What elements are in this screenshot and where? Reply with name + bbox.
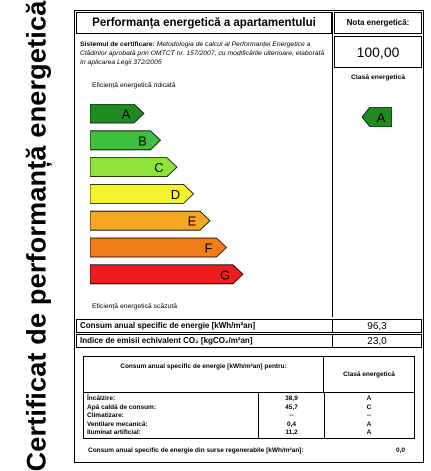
energy-class-bar-c: [90, 158, 177, 177]
row-class: A: [366, 429, 372, 437]
row-class: C: [366, 403, 372, 411]
row-name: Ventilare mecanică:: [87, 420, 148, 428]
side-title-panel: [2, 0, 72, 471]
page-title: Performanța energetică a apartamentului: [76, 12, 332, 34]
energy-score: 100,00: [334, 36, 422, 68]
consumption-label: Consum anual specific de energie [kWh/m²an]: [80, 321, 256, 330]
row-value: 38,9: [285, 395, 298, 402]
row-name: Apă caldă de consum:: [87, 403, 156, 411]
certification-text: Metodologia de calcul al Performanței Energetice a Clădirilor aprobată prin OMTCT nr. 157/2007, cu modificările ulterioare, elaborată în aplicarea Legii 372/2005: [80, 41, 325, 66]
consumption-row: [76, 319, 422, 333]
row-name: Încălzire:: [87, 395, 116, 402]
table-row: [84, 404, 414, 413]
row-class: A: [366, 420, 372, 428]
row-value: --: [289, 412, 294, 420]
energy-class-letter-g: G: [219, 267, 231, 283]
breakdown-table: [83, 356, 415, 439]
breakdown-head-right: Clasă energetică: [324, 357, 414, 393]
table-row: [84, 421, 414, 430]
breakdown-head-left: Consum anual specific de energie [kWh/m²an] pentru:: [84, 357, 324, 393]
row-class: --: [366, 412, 372, 420]
certification-system: [80, 40, 330, 67]
side-title: Certificat de performanță energetică: [21, 0, 52, 471]
efficiency-low-label: Eficiență energetică scăzută: [92, 303, 178, 310]
energy-class-letter-b: B: [138, 133, 147, 149]
emissions-value: 23,0: [332, 335, 421, 348]
table-row: [84, 412, 414, 421]
row-name: Iluminat artificial:: [87, 429, 141, 437]
consumption-value: 96,3: [332, 320, 421, 333]
energy-class-letter-e: E: [187, 213, 197, 229]
renewable-row: [88, 447, 418, 454]
energy-class-bar-b: [90, 131, 161, 150]
emissions-label: Indice de emisii echivalent CO₂ [kgCO₂/m²an]: [80, 336, 253, 345]
row-class: A: [366, 395, 372, 402]
certification-prefix: Sistemul de certificare:: [80, 41, 155, 48]
efficiency-high-label: Eficiență energetică ridicată: [92, 82, 176, 89]
class-label: Clasă energetică: [350, 74, 406, 81]
table-row: [84, 429, 414, 438]
renewable-label: Consum anual specific de energie din surse regenerabile [kWh/m²an]:: [88, 447, 304, 454]
energy-class-letter-d: D: [170, 186, 181, 202]
energy-class-letter-a: A: [121, 106, 131, 122]
table-row: [84, 395, 414, 404]
current-class-letter: A: [376, 110, 386, 125]
energy-class-letter-c: C: [154, 160, 164, 176]
current-class-indicator: [362, 107, 392, 127]
energy-class-scale: [90, 104, 290, 294]
emissions-row: [76, 334, 422, 348]
header-divider-vertical: [332, 12, 333, 317]
row-name: Climatizare:: [87, 412, 124, 420]
row-value: 11,2: [285, 429, 298, 437]
row-value: 45,7: [285, 403, 298, 411]
energy-class-bar-a: [90, 104, 144, 123]
score-label: Nota energetică:: [334, 12, 422, 34]
row-value: 0,4: [286, 420, 297, 428]
energy-class-letter-f: F: [204, 240, 213, 256]
renewable-value: 0,0: [396, 447, 406, 454]
